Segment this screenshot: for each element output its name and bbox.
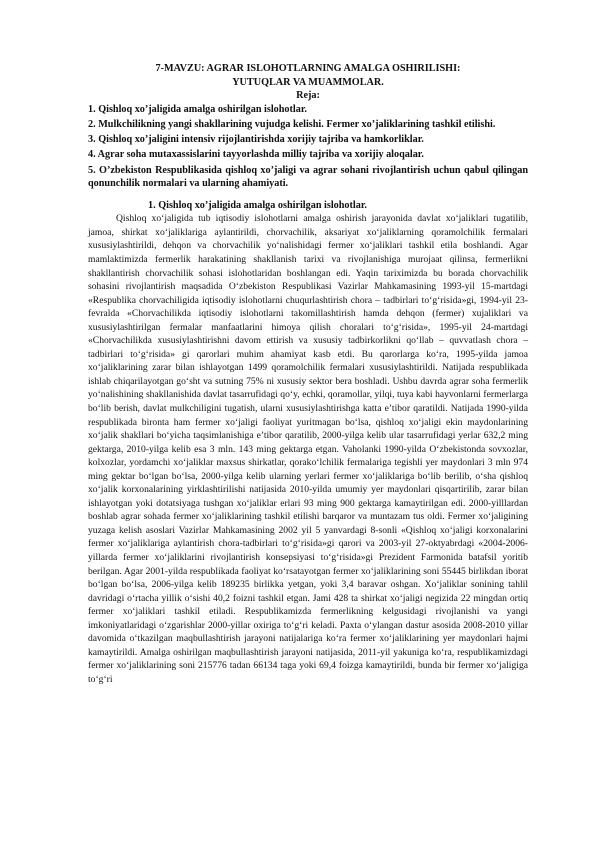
body-paragraph: Qishloq xo‘jaligida tub iqtisodiy islohotlarni amalga oshirish jarayonida davlat xo‘jaliklari tugatilib, jamoa, shirkat xo‘jaliklariga aylantirildi, chorvachilik, aksariyat xo‘jaliklarning qoramolchilik fermalari xususiylashtirildi, dehqon va chorvachilik yo‘nalishidagi fermer xo‘jaliklari tashkil etila boshlandi. Agar mamlaktimizda fermerlik harakatining shakllanish tarixi va rivojlanishiga murojaat qilinsa, fermerlikni shakllantirish chorvachilik sohasi islohotlaridan boshlangan edi. Yaqin tariximizda bu borada chorvachilik sohasini rivojlantirish maqsadida O‘zbekiston Respublikasi Vazirlar Mahkamasining 1993-yil 15-martdagi «Respublika chorvachiligida iqtisodiy islohotlarni chuqurlashtirish chora – tadbirlari to‘g‘risida»gi, 1994-yil 23-fevralda «Chorvachilikda iqtisodiy islohotlarni takomillashtirish hamda dehqon (fermer) xujaliklari va xususiylashtirilgan fermalar manfaatlarini himoya qilish choralari to‘g‘risida», 1995-yil 24-martdagi «Chorvachilikda xususiylashtirishni davom ettirish va xususiy tadbirkorlikni qo‘llab – quvvatlash chora – tadbirlari to‘g‘risida» gi qarorlari muhim ahamiyat kasb etdi. Bu qarorlarga ko‘ra, 1995-yilda jamoa xo‘jaliklarining zarar bilan ishlayotgan 1499 qoramolchilik fermalari xususiylashtirildi. Natijada respublikada ishlab chiqarilayotgan go‘sht va sutning 75% ni xususiy sektor bera boshladi. Ushbu davrda agrar soha fermerlik yo‘nalishining shakllanishida davlat tasarrufidagi qo‘y, echki, qoramollar, yilqi, tuya kabi hayvonlarni fermerlarga bo‘lib berish, davlat mulkchiligini tugatish, ularni xususiylashtirishga katta e’tibor qaratildi. Natijada 1990-yilda respublikada bironta ham fermer xo‘jaligi faoliyat yuritmagan bo‘lsa, qishloq xo‘jaligi ekin maydonlarining xo‘jalik shakllari bo‘yicha taqsimlanishiga e’tibor qaratilib, 2000-yilga kelib ular tasarrufidagi yerlar 632,2 ming gektarga, 2010-yilga kelib esa 3 mln. 143 ming gektarga etgan. Vaholanki 1990-yilda O‘zbekistonda sovxozlar, kolxozlar, yordamchi xo‘jaliklar maxsus shirkatlar, qorako‘lchilik fermalariga tegishli yer maydonlari 3 mln 974 ming gektar bo‘lgan bo‘lsa, 2000-yilga kelib ularning yerlari fermer xo‘jaliklariga bo‘lib berilib, o‘sha qishloq xo‘jalik korxonalarining yirklashtirilishi natijasida 2010-yilda umumiy yer maydonlari qisqartirilib, zarar bilan ishlayotgan yoki dotatsiyaga tushgan xo‘jaliklar erlari 93 ming 900 gektarga kamaytirilgan edi. 2000-yilllardan boshlab agrar sohada fermer xo‘jaliklarining tashkil etilishi barqaror va muntazam tus oldi. Fermer xo‘jaligining yuzaga kelish asoslari Vazirlar Mahkamasining 2002 yil 5 yanvardagi 8-sonli «Qishloq xo‘jaligi korxonalarini fermer xo‘jaliklariga aylantirish chora-tadbirlari to‘g‘risida»gi qarori va 2003-yil 27-oktyabrdagi «2004-2006-yillarda fermer xo‘jaliklarini rivojlantirish konsepsiyasi to‘g‘risida»gi Prezident Farmonida batafsil yoritib berilgan. Agar 2001-yilda respublikada faoliyat ko‘rsatayotgan fermer xo‘jaliklarining soni 55445 birlikdan iborat bo‘lgan bo‘lsa, 2006-yilga kelib 189235 birlikka yetgan, yoki 3,4 baravar oshgan. Xo‘jaliklar sonining tahlil davridagi o‘rtacha yillik o‘sishi 40,2 foizni tashkil etgan. Jami 428 ta shirkat xo‘jaligi negizida 22 mingdan ortiq fermer xo‘jaliklari tashkil etiladi. Respublikamizda fermerlikning kelgusidagi rivojlanishi va yangi imkoniyatlaridagi o‘zgarishlar 2000-yillar oxiriga to‘g‘ri keladi. Paxta o‘ylangan dastur asosida 2008-2010 yillar davomida o‘tkazilgan maqbullashtirish jarayoni natijalariga ko‘ra fermer xo‘jaliklarining yer maydonlari hajmi kamaytirildi. Amalga oshirilgan maqbullashtirish jarayoni natijasida, 2011-yil yakuniga ko‘ra, respublikamizdagi fermer xo‘jaliklarining soni 215776 tadan 66134 taga yoki 69,4 foizga kamaytirildi, bunda bir fermer xo‘jaligiga to‘g‘ri xyxy=(88,213,528,685)
plan-item: 3. Qishloq xo’jaligini intensiv rijojlantirishda xorijiy tajriba va hamkorliklar. xyxy=(88,134,424,146)
section-heading: 1. Qishloq xo’jaligida amalga oshirilgan islohotlar. xyxy=(148,199,367,211)
plan-item: 2. Mulkchilikning yangi shakllarining vujudga kelishi. Fermer xo’jaliklarining tashkil etilishi. xyxy=(88,118,496,130)
plan-item: 5. O’zbekiston Respublikasida qishloq xo’jaligi va agrar sohani rivojlantirish uchun qabul qilingan qonunchilik normalari va ularning ahamiyati. xyxy=(88,164,528,190)
title-line-2: YUTUQLAR VA MUAMMOLAR. xyxy=(232,76,384,88)
document-title xyxy=(88,62,528,89)
plan-item: 1. Qishloq xo’jaligida amalga oshirilgan islohotlar. xyxy=(88,103,307,115)
document-page xyxy=(88,62,528,686)
title-line-1: 7-MAVZU: AGRAR ISLOHOTLARNING AMALGA OSHIRILISHI: xyxy=(155,63,461,74)
plan-item: 4. Agrar soha mutaxassislarini tayyorlashda milliy tajriba va xorijiy aloqalar. xyxy=(88,149,424,161)
plan-label: Reja: xyxy=(296,90,320,102)
plan-list xyxy=(88,103,528,191)
